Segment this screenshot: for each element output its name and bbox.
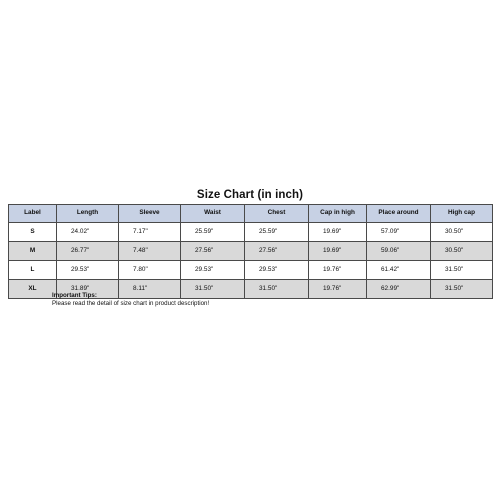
column-header-chest: Chest	[245, 205, 309, 223]
column-header-cap-in-high: Cap in high	[309, 205, 367, 223]
column-header-sleeve: Sleeve	[119, 205, 181, 223]
size-label-cell: M	[9, 242, 57, 261]
cap-in-high-cell: 19.76"	[309, 261, 367, 280]
tips-heading: Important Tips:	[52, 292, 97, 299]
place-around-cell: 62.99"	[367, 280, 431, 299]
place-around-cell: 61.42"	[367, 261, 431, 280]
length-cell: 24.02"	[57, 223, 119, 242]
chest-cell: 29.53"	[245, 261, 309, 280]
place-around-cell: 57.09"	[367, 223, 431, 242]
high-cap-cell: 30.50"	[431, 223, 493, 242]
waist-cell: 31.50"	[181, 280, 245, 299]
sleeve-cell: 7.48"	[119, 242, 181, 261]
size-label-cell: S	[9, 223, 57, 242]
high-cap-cell: 30.50"	[431, 242, 493, 261]
column-header-waist: Waist	[181, 205, 245, 223]
chest-cell: 31.50"	[245, 280, 309, 299]
size-chart-title: Size Chart (in inch)	[196, 189, 304, 201]
high-cap-cell: 31.50"	[431, 261, 493, 280]
size-label-cell: XL	[9, 280, 57, 299]
column-header-label: Label	[9, 205, 57, 223]
high-cap-cell: 31.50"	[431, 280, 493, 299]
cap-in-high-cell: 19.76"	[309, 280, 367, 299]
size-chart-table	[8, 204, 493, 299]
table-row	[9, 261, 493, 280]
table-row	[9, 242, 493, 261]
chest-cell: 27.56"	[245, 242, 309, 261]
length-cell: 29.53"	[57, 261, 119, 280]
sleeve-cell: 7.17"	[119, 223, 181, 242]
waist-cell: 25.59"	[181, 223, 245, 242]
cap-in-high-cell: 19.69"	[309, 242, 367, 261]
column-header-place-around: Place around	[367, 205, 431, 223]
column-header-high-cap: High cap	[431, 205, 493, 223]
tips-text: Please read the detail of size chart in product description!	[52, 300, 210, 307]
column-header-length: Length	[57, 205, 119, 223]
place-around-cell: 59.06"	[367, 242, 431, 261]
length-cell: 31.89"	[57, 280, 119, 299]
table-row	[9, 223, 493, 242]
important-tips	[52, 292, 209, 308]
chest-cell: 25.59"	[245, 223, 309, 242]
waist-cell: 27.56"	[181, 242, 245, 261]
cap-in-high-cell: 19.69"	[309, 223, 367, 242]
length-cell: 26.77"	[57, 242, 119, 261]
sleeve-cell: 8.11"	[119, 280, 181, 299]
size-label-cell: L	[9, 261, 57, 280]
sleeve-cell: 7.80"	[119, 261, 181, 280]
waist-cell: 29.53"	[181, 261, 245, 280]
table-header-row	[9, 205, 493, 223]
